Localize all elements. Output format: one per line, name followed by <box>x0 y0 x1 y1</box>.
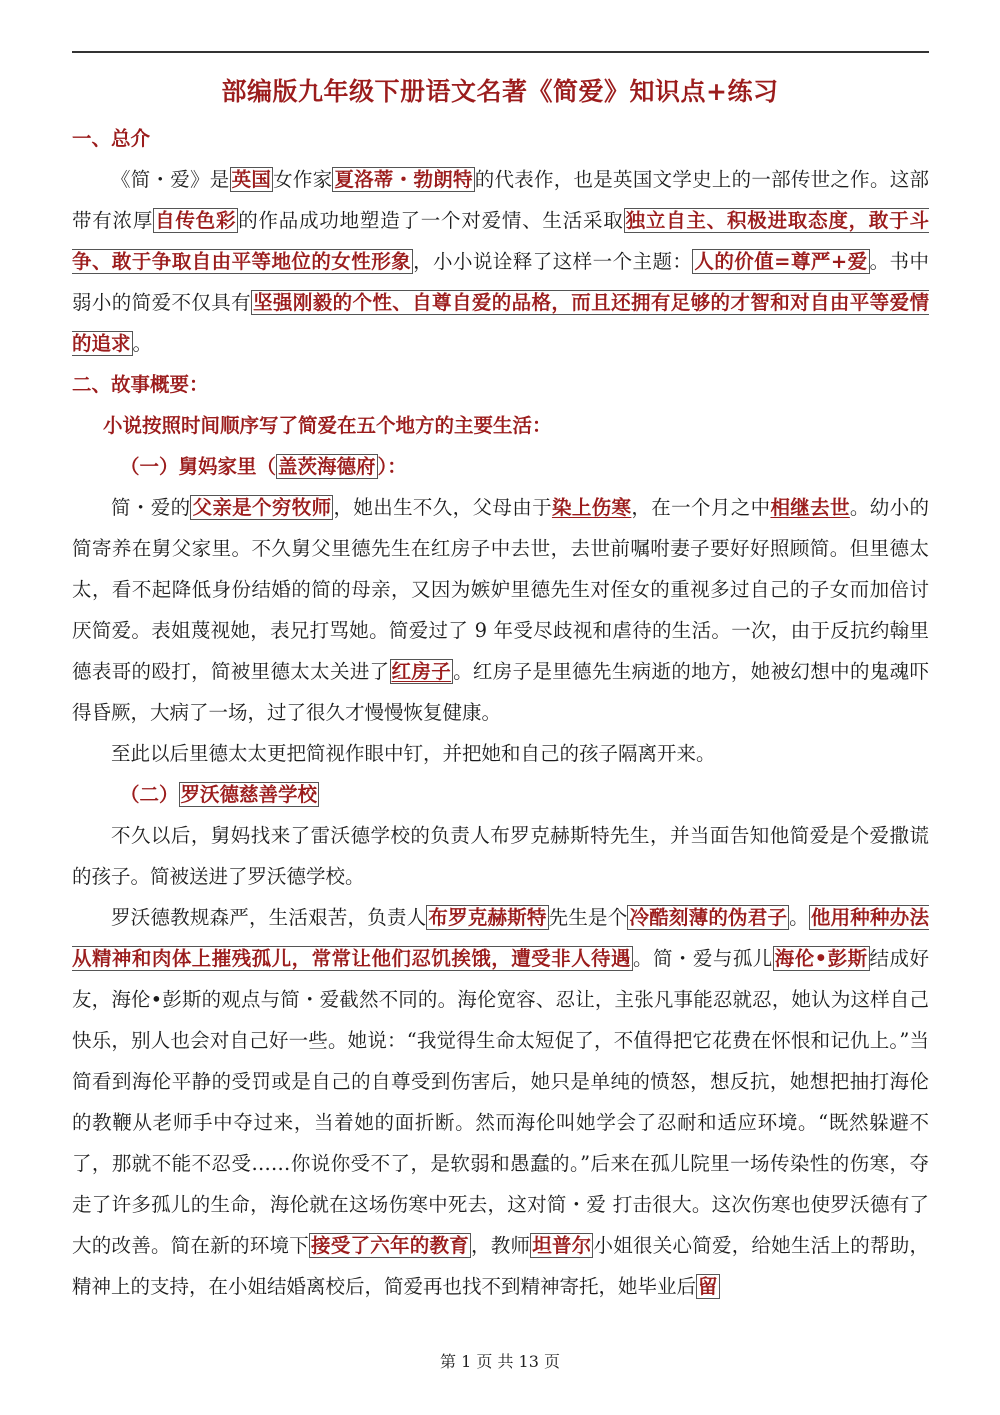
text: 结成好友，海伦•彭斯的观点与简・爱截然不同的。海伦宽容、忍让，主张凡事能忍就忍，她认为这样自己快乐，别人也会对自己好一些。她说：“我觉得生命太短促了，不值得把它花费在怀恨和记仇上。”当简看到海伦平静的受罚或是自己的自尊受到伤害后，她只是单纯的愤怒，想反抗，她想把抽打海伦的教鞭从老师手中夺过来，当着她的面折断。然而海伦叫她学会了忍耐和适应环境。“既然躲避不了，那就不能不忍受……你说你受不了，是软弱和愚蠢的。”后来在孤儿院里一场传染性的伤寒，夺走了许多孤儿的生命，海伦就在这场伤寒中死去，这对简・爱 打击很大。这次伤寒也使罗沃德有了大的改善。简在新的环境下 <box>72 947 929 1257</box>
paragraph-part2-1: 不久以后，舅妈找来了雷沃德学校的负责人布罗克赫斯特先生，并当面告知他简爱是个爱撒谎的孩子。简被送进了罗沃德学校。 <box>72 824 929 888</box>
text: ，在一个月之中 <box>631 496 771 519</box>
keypoint-box: 他用种种办法从精神和肉体上摧残孤儿，常常让他们忍饥挨饿，遭受非人待遇 <box>72 906 929 970</box>
keypoint-box: 父亲是个穷牧师 <box>192 496 332 519</box>
document-title: 部编版九年级下册语文名著《简爱》知识点+练习 <box>221 77 779 106</box>
paragraph-part2-2 <box>72 897 929 1307</box>
keypoint-box: 罗沃德慈善学校 <box>180 783 318 806</box>
text: （一）舅妈家里（ <box>120 455 277 478</box>
keypoint-underline: 染上伤寒 <box>551 496 632 519</box>
text: 先生是个 <box>548 906 628 929</box>
subsection-heading-part1 <box>72 446 929 487</box>
keypoint-box: 坦普尔 <box>532 1234 592 1257</box>
keypoint-box: 接受了六年的教育 <box>310 1234 469 1257</box>
keypoint-box: 独立自主、积极进取态度，敢于斗争、敢于争取自由平等地位的女性形象 <box>72 209 929 273</box>
subsection-heading-part2 <box>72 774 929 815</box>
text: ）： <box>377 455 407 478</box>
keypoint-box: 英国 <box>231 168 272 191</box>
keypoint-box: 夏洛蒂・勃朗特 <box>334 168 473 191</box>
text: 罗沃德教规森严，生活艰苦，负责人 <box>111 906 427 929</box>
text: 。简・爱与孤儿 <box>633 947 773 970</box>
keypoint-box: 布罗克赫斯特 <box>428 906 547 929</box>
text: 的代表作，也是英国文学史上的一部传世之作。这部带有浓厚 <box>72 168 929 232</box>
keypoint-box: 冷酷刻薄的伪君子 <box>629 906 788 929</box>
text: 。 <box>132 332 153 355</box>
section-heading-story: 二、故事概要： <box>72 373 209 396</box>
text: ，小小说诠释了这样一个主题： <box>413 250 693 273</box>
text: 。幼小的简寄养在舅父家里。不久舅父里德先生在红房子中去世，去世前嘱咐妻子要好好照顾简。但里德太太，看不起降低身份结婚的简的母亲，又因为嫉妒里德先生对侄女的重视多过自己的子女而加倍讨厌简爱。表姐蔑视她，表兄打骂她。简爱过了 9 年受尽歧视和虐待的生活。一次，由于反抗约翰里德表哥的殴打，简被里德太太关进了 <box>72 496 929 683</box>
keypoint-box: 坚强刚毅的个性、自尊自爱的品格，而且还拥有足够的才智和对自由平等爱情的追求 <box>72 291 929 355</box>
text: 。书中弱小的简爱不仅具有 <box>72 250 929 314</box>
page-footer: 第 1 页 共 13 页 <box>440 1352 560 1371</box>
paragraph-part1-1 <box>72 487 929 733</box>
text: 的作品成功地塑造了一个对爱情、生活采取 <box>238 209 624 232</box>
keypoint-box: 自传色彩 <box>155 209 237 232</box>
keypoint-box: 红房子 <box>391 660 452 683</box>
text: 简・爱的 <box>111 496 191 519</box>
keypoint-box: 留 <box>698 1275 718 1298</box>
keypoint-underline: 相继去世 <box>770 496 850 519</box>
section-heading-intro: 一、总介 <box>72 127 151 150</box>
text: （二） <box>120 783 179 806</box>
story-lead: 小说按照时间顺序写了简爱在五个地方的主要生活： <box>103 414 552 437</box>
header-rule <box>72 51 929 53</box>
text: 女作家 <box>273 168 333 191</box>
paragraph-part1-2: 至此以后里德太太更把简视作眼中钉，并把她和自己的孩子隔离开来。 <box>111 742 716 765</box>
text: 。 <box>789 906 809 929</box>
keypoint-box: 海伦•彭斯 <box>774 947 868 970</box>
text: ，她出生不久，父母由于 <box>333 496 552 519</box>
text: ，教师 <box>470 1234 531 1257</box>
text: 。红房子是里德先生病逝的地方，她被幻想中的鬼魂吓得昏厥，大病了一场，过了很久才慢慢恢复健康。 <box>72 660 929 724</box>
paragraph-intro <box>72 159 929 364</box>
keypoint-box: 盖茨海德府 <box>278 455 376 478</box>
keypoint-box: 人的价值=尊严+爱 <box>694 250 868 273</box>
document-body <box>72 118 929 1307</box>
text: 《简・爱》是 <box>111 168 230 191</box>
text: 小姐很关心简爱，给她生活上的帮助，精神上的支持，在小姐结婚离校后，简爱再也找不到精神寄托，她毕业后 <box>72 1234 929 1298</box>
